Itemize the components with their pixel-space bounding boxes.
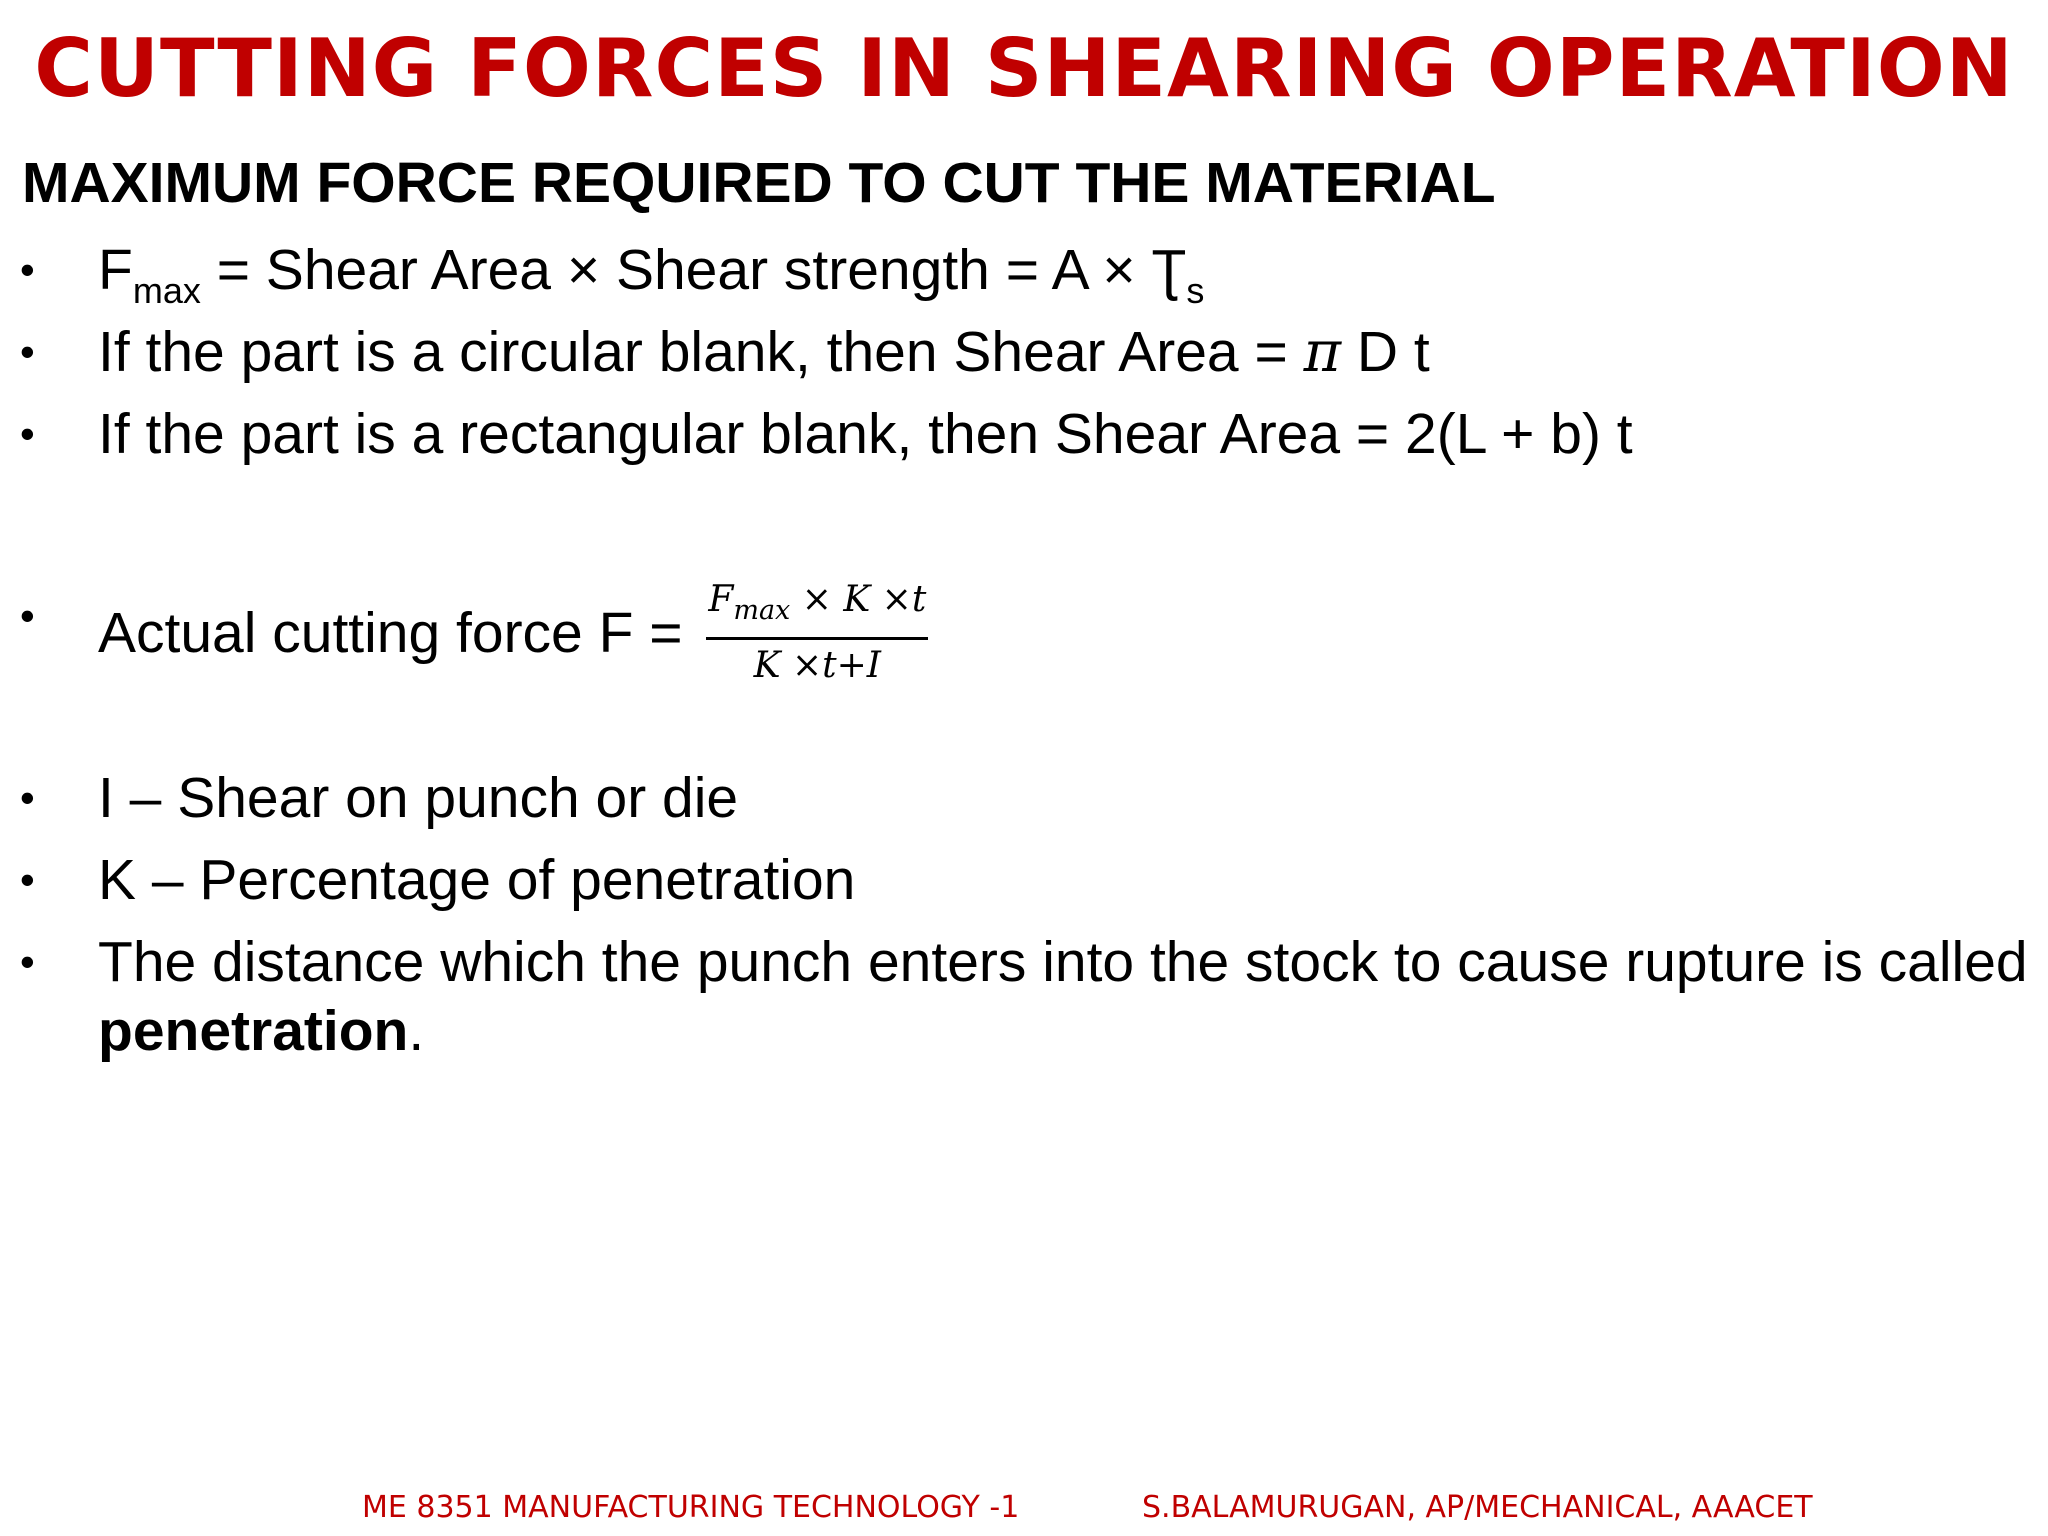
fmax-subscript: max: [132, 270, 201, 311]
tau-symbol: Ʈ: [1151, 238, 1187, 302]
circular-label: If the part is a circular blank, then Shear Area =: [98, 320, 1304, 384]
bullet-dot: •: [20, 410, 35, 457]
def-k-text: K – Percentage of penetration: [98, 848, 856, 912]
bullet-dot: •: [20, 592, 35, 639]
bullet-dot: •: [20, 246, 35, 293]
footer-author: S.BALAMURUGAN, AP/MECHANICAL, AAACET: [1142, 1490, 1813, 1525]
actual-force-label: Actual cutting force F =: [98, 601, 699, 666]
fmax-formula: [98, 236, 1204, 325]
penetration-period: .: [408, 999, 425, 1063]
force-fraction: [706, 578, 928, 688]
bullet-dot: •: [20, 774, 35, 821]
bullet-dot: •: [20, 328, 35, 375]
numerator-subscript: max: [733, 595, 791, 626]
rectangular-blank-text: If the part is a rectangular blank, then Shear Area = 2(L + b) t: [98, 402, 1633, 466]
bullet-dot: •: [20, 856, 35, 903]
footer-course: ME 8351 MANUFACTURING TECHNOLOGY -1: [362, 1490, 1020, 1525]
fmax-symbol: F: [98, 238, 133, 302]
section-heading: MAXIMUM FORCE REQUIRED TO CUT THE MATERIAL: [22, 151, 1496, 215]
fraction-numerator: [706, 578, 928, 640]
actual-force-formula: [98, 579, 928, 692]
fraction-denominator: K ×t+I: [753, 645, 882, 686]
circular-after: D t: [1341, 320, 1430, 384]
def-i-text: I – Shear on punch or die: [98, 766, 739, 830]
numerator-rest: × K ×t: [790, 579, 927, 620]
bullet-dot: •: [20, 938, 35, 985]
circular-blank-text: [98, 318, 1430, 386]
penetration-term: penetration: [98, 999, 409, 1063]
numerator-f: F: [708, 579, 734, 620]
pi-symbol: π: [1303, 319, 1342, 385]
tau-subscript: s: [1186, 270, 1205, 311]
slide-title: CUTTING FORCES IN SHEARING OPERATION: [34, 22, 2014, 115]
fmax-definition: = Shear Area × Shear strength = A ×: [216, 238, 1152, 302]
penetration-line-1: The distance which the punch enters into the stock to cause rupture is called: [98, 930, 2028, 994]
